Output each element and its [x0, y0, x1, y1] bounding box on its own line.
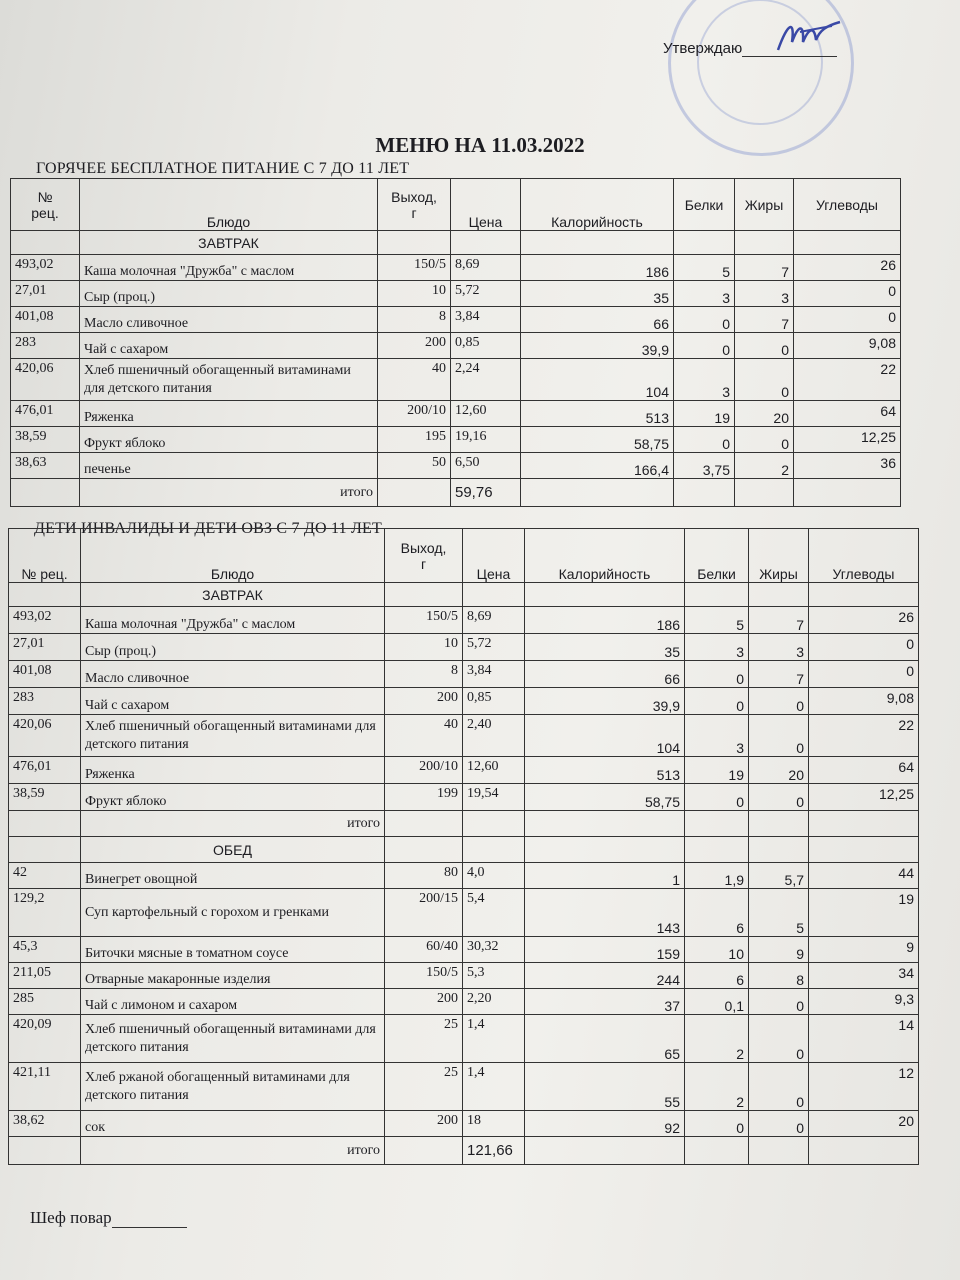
rec-cell: 45,3	[9, 937, 81, 963]
dish-cell: Ряженка	[81, 757, 385, 784]
fats-cell: 0	[749, 784, 809, 811]
dish-cell: Отварные макаронные изделия	[81, 963, 385, 989]
dish-cell: Хлеб ржаной обогащенный витаминами для детского питания	[81, 1063, 385, 1111]
price-cell: 0,85	[451, 333, 521, 359]
calories-cell: 66	[521, 307, 674, 333]
calories-cell: 143	[525, 889, 685, 937]
dish-cell: Хлеб пшеничный обогащенный витаминами для детского питания	[80, 359, 378, 401]
proteins-cell: 5	[685, 607, 749, 634]
menu-table-regular	[10, 178, 901, 507]
yield-cell: 199	[385, 784, 463, 811]
table-row	[11, 453, 901, 479]
proteins-cell: 0	[674, 333, 735, 359]
carbs-cell: 34	[809, 963, 919, 989]
calories-cell: 166,4	[521, 453, 674, 479]
proteins-cell: 0	[685, 1111, 749, 1137]
carbs-cell: 0	[809, 661, 919, 688]
yield-cell: 200	[378, 333, 451, 359]
yield-cell: 25	[385, 1015, 463, 1063]
table-row	[9, 757, 919, 784]
table-row	[9, 937, 919, 963]
calories-cell: 37	[525, 989, 685, 1015]
proteins-cell: 19	[674, 401, 735, 427]
approve-label: Утверждаю	[663, 40, 743, 57]
table-row	[9, 607, 919, 634]
yield-cell: 50	[378, 453, 451, 479]
calories-cell: 186	[521, 255, 674, 281]
carbs-cell: 19	[809, 889, 919, 937]
fats-cell: 8	[749, 963, 809, 989]
calories-cell: 39,9	[525, 688, 685, 715]
carbs-cell: 20	[809, 1111, 919, 1137]
rec-cell: 38,63	[11, 453, 80, 479]
dish-cell: Биточки мясные в томатном соусе	[81, 937, 385, 963]
proteins-cell: 0	[685, 784, 749, 811]
yield-cell: 40	[378, 359, 451, 401]
meal-header-breakfast: ЗАВТРАК	[9, 583, 919, 607]
table-row	[11, 401, 901, 427]
price-cell: 18	[463, 1111, 525, 1137]
rec-cell: 38,59	[11, 427, 80, 453]
page-title: МЕНЮ НА 11.03.2022	[375, 133, 585, 157]
price-cell: 4,0	[463, 863, 525, 889]
price-cell: 2,20	[463, 989, 525, 1015]
dish-cell: Каша молочная "Дружба" с маслом	[80, 255, 378, 281]
yield-cell: 150/5	[385, 963, 463, 989]
table-header: № рец. Блюдо Выход, г Цена Калорийность Белки Жиры Углеводы	[11, 179, 901, 231]
menu-table-special	[8, 528, 919, 1165]
fats-cell: 20	[749, 757, 809, 784]
table-row	[11, 255, 901, 281]
calories-cell: 159	[525, 937, 685, 963]
price-cell: 8,69	[451, 255, 521, 281]
fats-cell: 0	[735, 427, 794, 453]
price-cell: 5,72	[451, 281, 521, 307]
chef-signature-line	[30, 1208, 187, 1228]
carbs-cell: 12,25	[809, 784, 919, 811]
fats-cell: 5	[749, 889, 809, 937]
proteins-cell: 6	[685, 889, 749, 937]
total-row-lunch: итого 121,66	[9, 1137, 919, 1165]
yield-cell: 200/15	[385, 889, 463, 937]
yield-cell: 60/40	[385, 937, 463, 963]
rec-cell: 493,02	[9, 607, 81, 634]
rec-cell: 42	[9, 863, 81, 889]
rec-cell: 38,62	[9, 1111, 81, 1137]
calories-cell: 186	[525, 607, 685, 634]
table-row	[9, 715, 919, 757]
proteins-cell: 10	[685, 937, 749, 963]
dish-cell: Сыр (проц.)	[80, 281, 378, 307]
carbs-cell: 9,3	[809, 989, 919, 1015]
yield-cell: 10	[385, 634, 463, 661]
price-cell: 1,4	[463, 1063, 525, 1111]
carbs-cell: 0	[794, 281, 901, 307]
yield-cell: 8	[378, 307, 451, 333]
table-row	[11, 333, 901, 359]
calories-cell: 66	[525, 661, 685, 688]
price-cell: 2,40	[463, 715, 525, 757]
rec-cell: 401,08	[11, 307, 80, 333]
price-cell: 3,84	[463, 661, 525, 688]
rec-cell: 285	[9, 989, 81, 1015]
section-title-1: ГОРЯЧЕЕ БЕСПЛАТНОЕ ПИТАНИЕ С 7 ДО 11 ЛЕТ	[36, 160, 410, 177]
fats-cell: 0	[749, 1111, 809, 1137]
price-cell: 19,16	[451, 427, 521, 453]
proteins-cell: 0	[685, 661, 749, 688]
rec-cell: 27,01	[9, 634, 81, 661]
fats-cell: 3	[749, 634, 809, 661]
table-row	[9, 989, 919, 1015]
proteins-cell: 1,9	[685, 863, 749, 889]
proteins-cell: 6	[685, 963, 749, 989]
price-cell: 3,84	[451, 307, 521, 333]
yield-cell: 200/10	[385, 757, 463, 784]
carbs-cell: 26	[809, 607, 919, 634]
calories-cell: 55	[525, 1063, 685, 1111]
table-row	[9, 634, 919, 661]
yield-cell: 195	[378, 427, 451, 453]
price-cell: 5,3	[463, 963, 525, 989]
price-cell: 8,69	[463, 607, 525, 634]
approval-line	[663, 40, 837, 57]
price-cell: 5,72	[463, 634, 525, 661]
rec-cell: 420,06	[9, 715, 81, 757]
rec-cell: 283	[11, 333, 80, 359]
calories-cell: 58,75	[525, 784, 685, 811]
calories-cell: 39,9	[521, 333, 674, 359]
price-cell: 0,85	[463, 688, 525, 715]
carbs-cell: 22	[794, 359, 901, 401]
dish-cell: Каша молочная "Дружба" с маслом	[81, 607, 385, 634]
proteins-cell: 3	[674, 359, 735, 401]
price-cell: 12,60	[451, 401, 521, 427]
carbs-cell: 14	[809, 1015, 919, 1063]
table-row	[9, 1015, 919, 1063]
yield-cell: 200	[385, 688, 463, 715]
fats-cell: 3	[735, 281, 794, 307]
rec-cell: 420,06	[11, 359, 80, 401]
dish-cell: Чай с лимоном и сахаром	[81, 989, 385, 1015]
price-cell: 12,60	[463, 757, 525, 784]
chef-label: Шеф повар	[30, 1208, 112, 1227]
calories-cell: 92	[525, 1111, 685, 1137]
rec-cell: 476,01	[11, 401, 80, 427]
rec-cell: 38,59	[9, 784, 81, 811]
dish-cell: Винегрет овощной	[81, 863, 385, 889]
calories-cell: 104	[525, 715, 685, 757]
yield-cell: 10	[378, 281, 451, 307]
proteins-cell: 0	[685, 688, 749, 715]
proteins-cell: 2	[685, 1015, 749, 1063]
table-row	[9, 889, 919, 937]
total-row-breakfast: итого	[9, 811, 919, 837]
fats-cell: 7	[749, 661, 809, 688]
calories-cell: 104	[521, 359, 674, 401]
calories-cell: 35	[525, 634, 685, 661]
proteins-cell: 3	[685, 715, 749, 757]
dish-cell: Масло сливочное	[80, 307, 378, 333]
calories-cell: 65	[525, 1015, 685, 1063]
yield-cell: 40	[385, 715, 463, 757]
rec-cell: 129,2	[9, 889, 81, 937]
proteins-cell: 19	[685, 757, 749, 784]
rec-cell: 421,11	[9, 1063, 81, 1111]
carbs-cell: 9,08	[794, 333, 901, 359]
rec-cell: 27,01	[11, 281, 80, 307]
yield-cell: 25	[385, 1063, 463, 1111]
table-row	[9, 784, 919, 811]
table-row	[9, 688, 919, 715]
section-title-2: ДЕТИ ИНВАЛИДЫ И ДЕТИ ОВЗ С 7 ДО 11 ЛЕТ	[34, 520, 382, 537]
price-cell: 30,32	[463, 937, 525, 963]
dish-cell: Фрукт яблоко	[80, 427, 378, 453]
fats-cell: 0	[735, 359, 794, 401]
dish-cell: Сыр (проц.)	[81, 634, 385, 661]
meal-header-lunch: ОБЕД	[9, 837, 919, 863]
dish-cell: Хлеб пшеничный обогащенный витаминами для детского питания	[81, 715, 385, 757]
table-row	[9, 1111, 919, 1137]
dish-cell: сок	[81, 1111, 385, 1137]
rec-cell: 493,02	[11, 255, 80, 281]
carbs-cell: 36	[794, 453, 901, 479]
carbs-cell: 64	[809, 757, 919, 784]
table-row	[11, 359, 901, 401]
dish-cell: Хлеб пшеничный обогащенный витаминами для детского питания	[81, 1015, 385, 1063]
price-cell: 19,54	[463, 784, 525, 811]
proteins-cell: 3	[685, 634, 749, 661]
proteins-cell: 0	[674, 307, 735, 333]
table-row	[9, 661, 919, 688]
proteins-cell: 0	[674, 427, 735, 453]
table-header: № рец. Блюдо Выход, г Цена Калорийность Белки Жиры Углеводы	[9, 529, 919, 583]
proteins-cell: 3,75	[674, 453, 735, 479]
dish-cell: печенье	[80, 453, 378, 479]
carbs-cell: 44	[809, 863, 919, 889]
meal-header-breakfast: ЗАВТРАК	[11, 231, 901, 255]
rec-cell: 420,09	[9, 1015, 81, 1063]
yield-cell: 200	[385, 1111, 463, 1137]
fats-cell: 7	[735, 307, 794, 333]
yield-cell: 200	[385, 989, 463, 1015]
yield-cell: 150/5	[378, 255, 451, 281]
calories-cell: 35	[521, 281, 674, 307]
calories-cell: 513	[521, 401, 674, 427]
carbs-cell: 12	[809, 1063, 919, 1111]
carbs-cell: 12,25	[794, 427, 901, 453]
price-cell: 5,4	[463, 889, 525, 937]
fats-cell: 5,7	[749, 863, 809, 889]
table-row	[11, 427, 901, 453]
table-row	[9, 963, 919, 989]
fats-cell: 0	[749, 1015, 809, 1063]
total-row: итого 59,76	[11, 479, 901, 507]
carbs-cell: 0	[794, 307, 901, 333]
fats-cell: 0	[749, 1063, 809, 1111]
carbs-cell: 9,08	[809, 688, 919, 715]
dish-cell: Чай с сахаром	[81, 688, 385, 715]
fats-cell: 0	[749, 989, 809, 1015]
table-row	[11, 281, 901, 307]
fats-cell: 0	[749, 688, 809, 715]
price-cell: 6,50	[451, 453, 521, 479]
dish-cell: Фрукт яблоко	[81, 784, 385, 811]
yield-cell: 80	[385, 863, 463, 889]
calories-cell: 244	[525, 963, 685, 989]
fats-cell: 7	[749, 607, 809, 634]
yield-cell: 150/5	[385, 607, 463, 634]
calories-cell: 513	[525, 757, 685, 784]
dish-cell: Суп картофельный с горохом и гренками	[81, 889, 385, 937]
proteins-cell: 2	[685, 1063, 749, 1111]
fats-cell: 7	[735, 255, 794, 281]
yield-cell: 200/10	[378, 401, 451, 427]
fats-cell: 2	[735, 453, 794, 479]
carbs-cell: 26	[794, 255, 901, 281]
carbs-cell: 0	[809, 634, 919, 661]
table-row	[9, 863, 919, 889]
table-row	[11, 307, 901, 333]
calories-cell: 1	[525, 863, 685, 889]
fats-cell: 9	[749, 937, 809, 963]
proteins-cell: 0,1	[685, 989, 749, 1015]
carbs-cell: 64	[794, 401, 901, 427]
calories-cell: 58,75	[521, 427, 674, 453]
carbs-cell: 9	[809, 937, 919, 963]
dish-cell: Чай с сахаром	[80, 333, 378, 359]
dish-cell: Масло сливочное	[81, 661, 385, 688]
yield-cell: 8	[385, 661, 463, 688]
price-cell: 1,4	[463, 1015, 525, 1063]
fats-cell: 0	[735, 333, 794, 359]
rec-cell: 476,01	[9, 757, 81, 784]
price-cell: 2,24	[451, 359, 521, 401]
proteins-cell: 3	[674, 281, 735, 307]
rec-cell: 283	[9, 688, 81, 715]
carbs-cell: 22	[809, 715, 919, 757]
rec-cell: 401,08	[9, 661, 81, 688]
rec-cell: 211,05	[9, 963, 81, 989]
dish-cell: Ряженка	[80, 401, 378, 427]
fats-cell: 20	[735, 401, 794, 427]
proteins-cell: 5	[674, 255, 735, 281]
fats-cell: 0	[749, 715, 809, 757]
table-row	[9, 1063, 919, 1111]
